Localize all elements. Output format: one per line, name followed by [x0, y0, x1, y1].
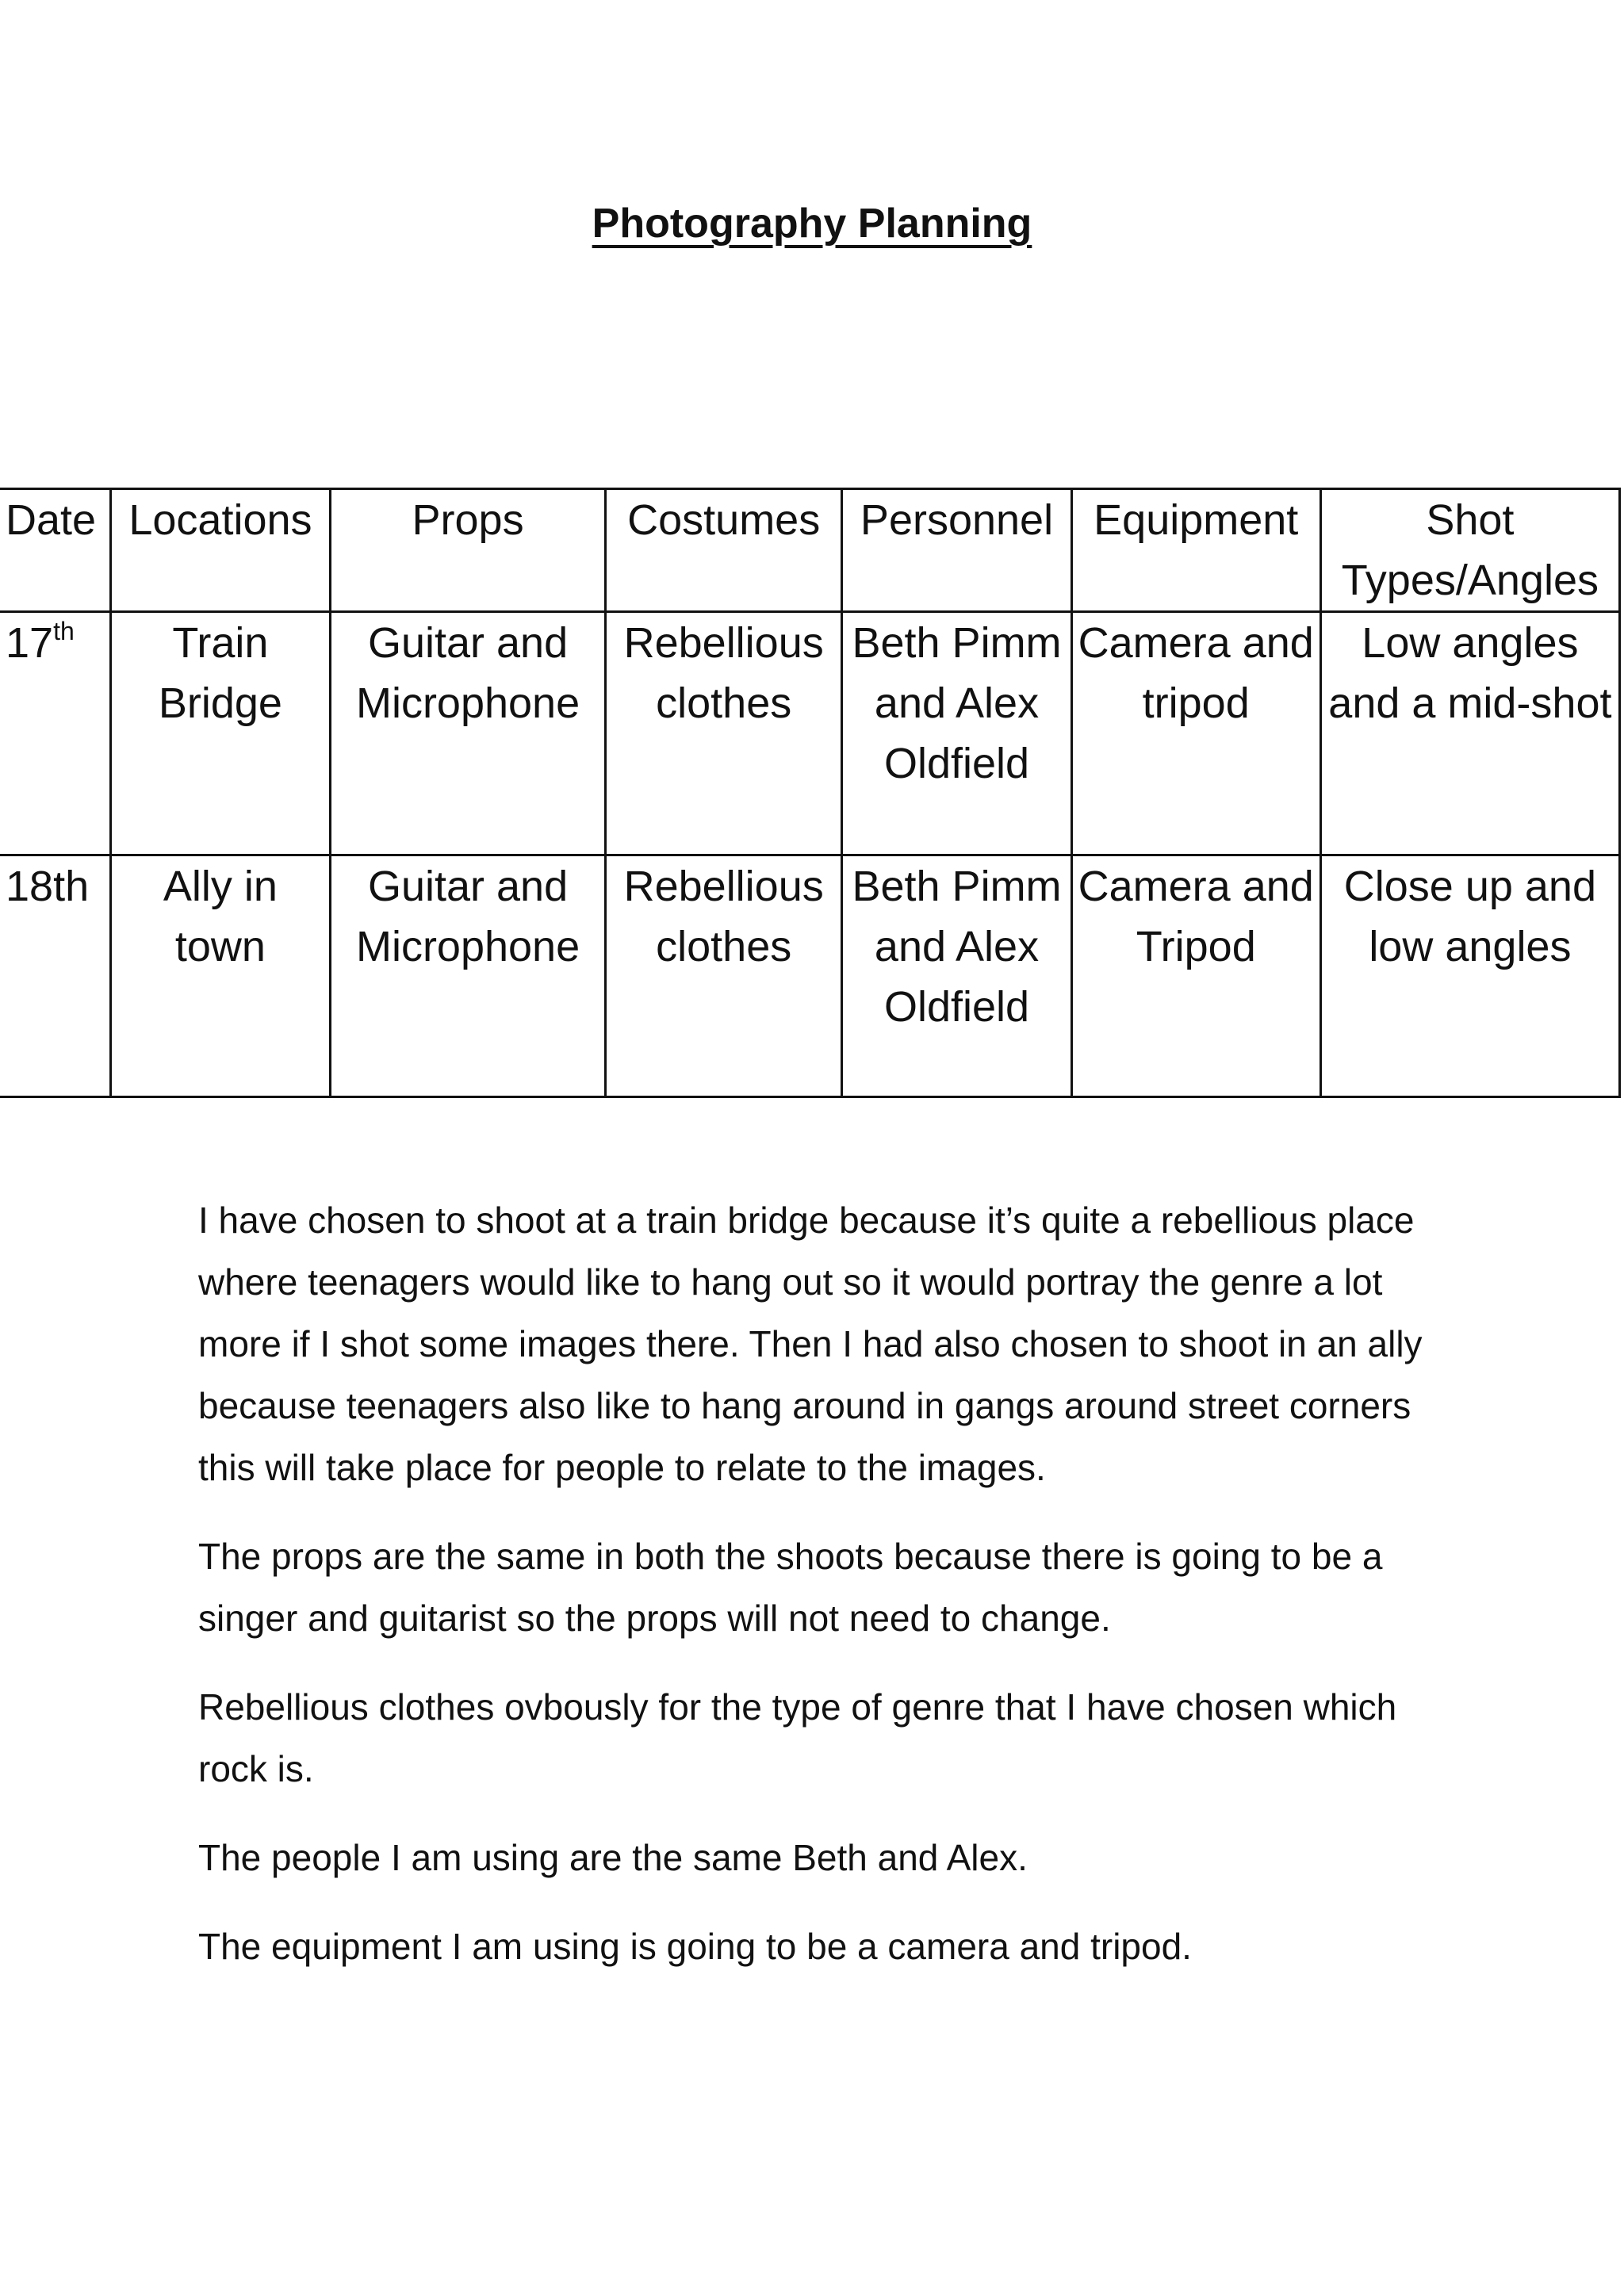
cell-equipment: Camera and tripod — [1071, 612, 1320, 855]
cell-props: Guitar and Microphone — [331, 855, 606, 1097]
planning-table — [0, 488, 1621, 1098]
date-number: 17 — [6, 619, 54, 667]
date-suffix: th — [53, 617, 75, 645]
table-row — [0, 855, 1620, 1097]
cell-props: Guitar and Microphone — [331, 612, 606, 855]
cell-shot-types: Low angles and a mid-shot — [1320, 612, 1619, 855]
header-props: Props — [331, 489, 606, 612]
page-title — [0, 200, 1624, 247]
header-personnel: Personnel — [842, 489, 1071, 612]
cell-costumes: Rebellious clothes — [606, 855, 842, 1097]
cell-costumes: Rebellious clothes — [606, 612, 842, 855]
cell-date: 18th — [0, 855, 110, 1097]
paragraph-equipment: The equipment I am using is going to be a camera and tripod. — [198, 1926, 1192, 1967]
table-header-row — [0, 489, 1620, 612]
header-costumes: Costumes — [606, 489, 842, 612]
explanation-text — [198, 1189, 1451, 2004]
paragraph-personnel: The people I am using are the same Beth and Alex. — [198, 1837, 1028, 1878]
paragraph-costumes: Rebellious clothes ovbously for the type of genre that I have chosen which rock is. — [198, 1686, 1397, 1789]
cell-shot-types: Close up and low angles — [1320, 855, 1619, 1097]
paragraph-locations: I have chosen to shoot at a train bridge because it’s quite a rebellious place where teenagers would like to hang out so it would portray the genre a lot more if I shot some images there. Then I had also chosen to shoot in an ally because teenagers also like to hang around in gangs around street corners this will take place for people to relate to the images. — [198, 1200, 1423, 1488]
paragraph-props: The props are the same in both the shoots because there is going to be a singer and guitarist so the props will not need to change. — [198, 1536, 1383, 1639]
cell-location: Train Bridge — [110, 612, 330, 855]
header-locations: Locations — [110, 489, 330, 612]
header-equipment: Equipment — [1071, 489, 1320, 612]
page-title-text: Photography Planning — [592, 201, 1032, 247]
header-date: Date — [0, 489, 110, 612]
cell-location: Ally in town — [110, 855, 330, 1097]
cell-equipment: Camera and Tripod — [1071, 855, 1320, 1097]
header-shot-types: Shot Types/Angles — [1320, 489, 1619, 612]
cell-personnel: Beth Pimm and Alex Oldfield — [842, 612, 1071, 855]
cell-date — [0, 612, 110, 855]
table-row — [0, 612, 1620, 855]
cell-personnel: Beth Pimm and Alex Oldfield — [842, 855, 1071, 1097]
